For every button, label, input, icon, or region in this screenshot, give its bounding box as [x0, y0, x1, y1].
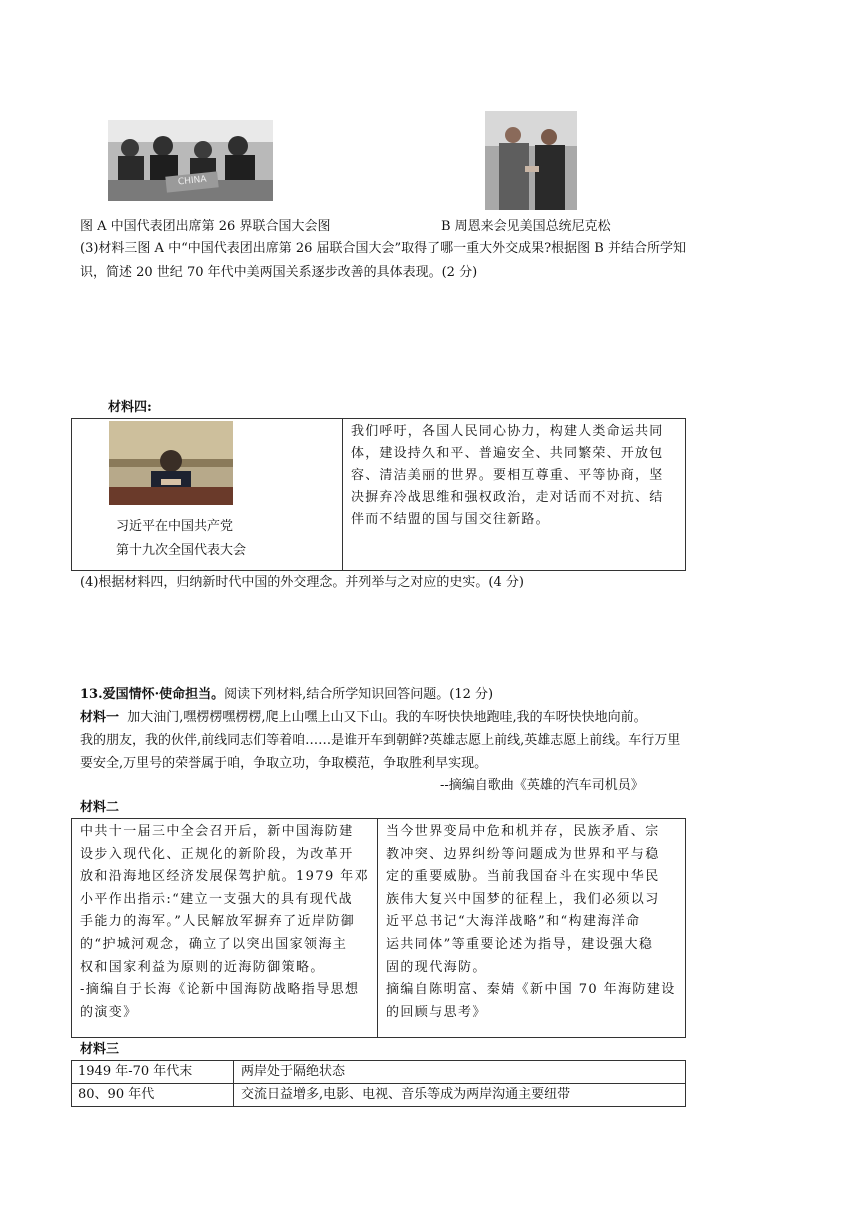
m2-left-line: 设步入现代化、正规化的新阶段，为改革开 [80, 846, 354, 862]
m2-right-line: 运共同体”等重要论述为指导，建设强大稳 [386, 936, 654, 952]
zhou-nixon-photo [485, 111, 577, 210]
m2-left-line: 中共十一届三中全会召开后，新中国海防建 [80, 824, 354, 839]
m1-label: 材料一 [80, 710, 120, 725]
m2-right-text [386, 821, 676, 1024]
q3-line-2: 识，简述 20 世纪 70 年代中美两国关系逐步改善的具体表现。(2 分) [80, 265, 478, 280]
material-4-photo-cell [72, 419, 343, 571]
q13-heading [80, 686, 493, 704]
m3-desc-cell: 交流日益增多,电影、电视、音乐等成为两岸沟通主要纽带 [234, 1084, 686, 1107]
material-4-table [71, 418, 686, 571]
figure-b-caption: B 周恩来会见美国总统尼克松 [441, 219, 611, 234]
q4-text: (4)根据材料四，归纳新时代中国的外交理念。并列举与之对应的史实。(4 分) [80, 575, 524, 590]
m2-right-line: 当今世界变局中危和机并存，民族矛盾、宗 [386, 824, 660, 839]
xi-photo-caption-1: 习近平在中国共产党 [116, 519, 234, 534]
m2-right-cell [378, 819, 686, 1038]
m3-period-cell: 80、90 年代 [72, 1084, 234, 1107]
m2-left-line: 手能力的海军。”人民解放军摒弃了近岸防御 [80, 914, 356, 930]
un-assembly-photo-art [108, 120, 273, 201]
material-4-text [351, 421, 663, 531]
m2-right-line: 的回顾与思考》 [386, 1004, 487, 1020]
m3-label: 材料三 [80, 1042, 120, 1057]
m2-left-cell [72, 819, 378, 1038]
q13-heading-instructions: 阅读下列材料,结合所学知识回答问题。(12 分) [224, 687, 494, 702]
xi-congress-photo-art [109, 421, 233, 505]
m2-left-line: 的演变》 [80, 1004, 138, 1020]
m2-left-line: 的“护城河观念，确立了以突出国家领海主 [80, 936, 348, 952]
m3-desc-cell: 两岸处于隔绝状态 [234, 1061, 686, 1084]
zhou-nixon-photo-art [485, 111, 577, 210]
m2-right-line: 定的重要威胁。当前我国奋斗在实现中华民 [386, 869, 660, 885]
material-3-table [71, 1060, 686, 1107]
m1-source: --摘编自歌曲《英雄的汽车司机员》 [440, 778, 644, 793]
material-4-label: 材料四: [108, 400, 152, 415]
m2-right-line: 教冲突、边界纠纷等问题成为世界和平与稳 [386, 846, 660, 862]
m2-left-text [80, 821, 369, 1024]
material-4-line: 决摒弃冷战思维和强权政治，走对话而不对抗、结 [351, 490, 664, 505]
m3-period-cell: 1949 年-70 年代末 [72, 1061, 234, 1084]
m1-line-2: 我的朋友，我的伙伴,前线同志们等着咱……是谁开车到朝鲜?英雄志愿上前线,英雄志愿上前线。车行万里 [80, 733, 681, 748]
material-4-line: 伴而不结盟的国与国交往新路。 [351, 512, 550, 527]
m2-left-line: 权和国家利益为原则的近海防御策略。 [80, 959, 325, 975]
china-sign-text: CHINA [177, 174, 208, 188]
q13-heading-title: 13.爱国情怀·使命担当。 [80, 687, 225, 702]
m2-left-line: 小平作出指示:“建立一支强大的具有现代战 [80, 891, 354, 907]
material-2-table [71, 818, 686, 1038]
material-4-text-cell [343, 419, 686, 571]
m2-label: 材料二 [80, 800, 120, 815]
m2-right-line: 摘编自陈明富、秦婧《新中国 70 年海防建设 [386, 982, 676, 998]
table-row [72, 1061, 686, 1084]
xi-congress-photo [109, 421, 233, 505]
m1-line-1 [80, 709, 647, 727]
xi-photo-caption-2: 第十九次全国代表大会 [116, 543, 247, 558]
material-4-line: 我们呼吁，各国人民同心协力，构建人类命运共同 [351, 424, 664, 439]
material-4-line: 体，建设持久和平、普遍安全、共同繁荣、开放包 [351, 446, 664, 461]
m2-left-line: 放和沿海地区经济发展保驾护航。1979 年邓 [80, 869, 370, 885]
table-row [72, 1084, 686, 1107]
m2-left-line: -摘编自于长海《论新中国海防战略指导思想 [80, 982, 360, 998]
m1-line-3: 要安全,万里号的荣誉属于咱，争取立功，争取模范，争取胜利早实现。 [80, 756, 488, 771]
m2-right-line: 族伟大复兴中国梦的征程上，我们必须以习 [386, 891, 660, 907]
figure-a-caption: 图 A 中国代表团出席第 26 界联合国大会图 [80, 219, 331, 234]
material-4-line: 容、清洁美丽的世界。要相互尊重、平等协商，坚 [351, 468, 664, 483]
m2-right-line: 固的现代海防。 [386, 959, 487, 975]
m1-text-1: 加大油门,嘿楞楞嘿楞楞,爬上山嘿上山又下山。我的车呀快快地跑哇,我的车呀快快地向前。 [127, 710, 647, 725]
un-assembly-photo [108, 120, 273, 201]
m2-right-line: 近平总书记“大海洋战略”和“构建海洋命 [386, 914, 641, 930]
q3-line-1: (3)材料三图 A 中“中国代表团出席第 26 届联合国大会”取得了哪一重大外交成果?根据图 B 并结合所学知 [80, 241, 686, 256]
